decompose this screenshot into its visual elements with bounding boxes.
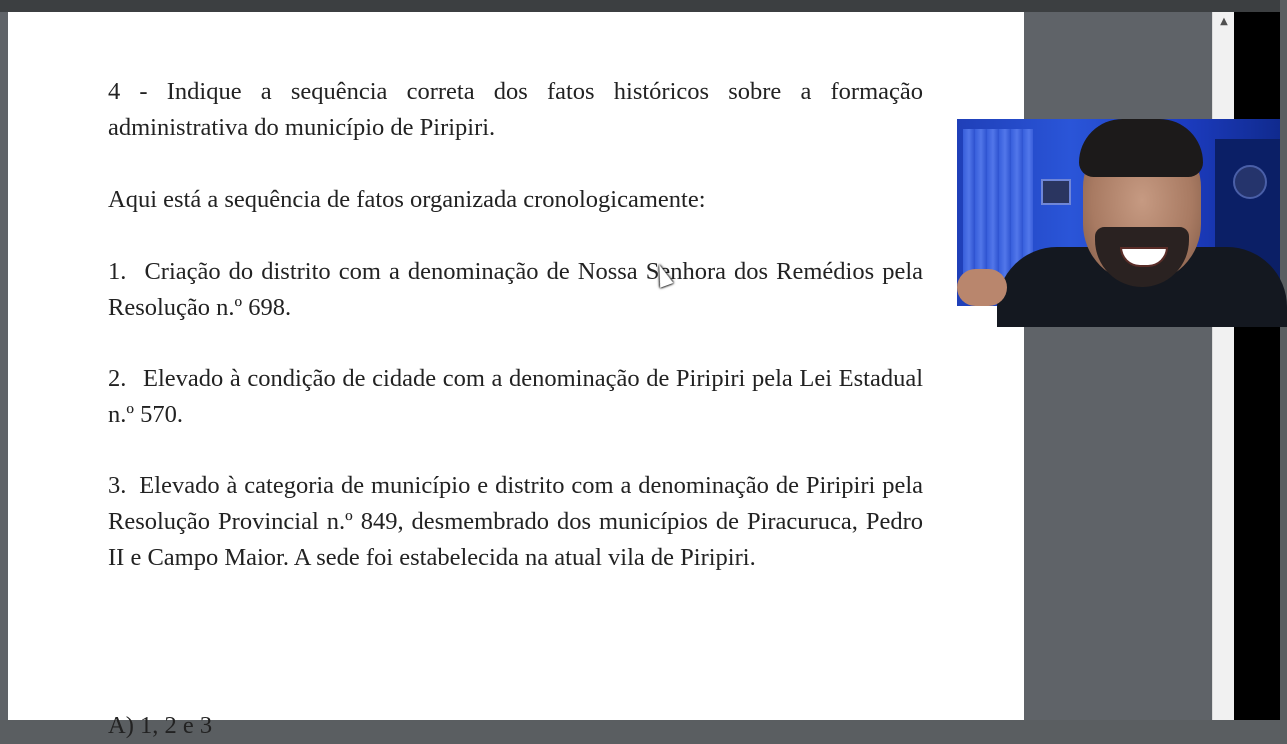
person-hair-shape	[1079, 119, 1203, 177]
list-item-text: Elevado à categoria de município e distrito com a denominação de Piripiri pela Resolução Provincial n.º 849, desmembrado dos municípios de Piracuruca, Pedro II e Campo Maior. A sede foi estabelecida na atual vila de Piripiri.	[108, 472, 924, 571]
list-item-text: Elevado à condição de cidade com a denominação de Piripiri pela Lei Estadual n.º 570.	[108, 365, 924, 428]
wall-clock-shape	[1233, 165, 1267, 199]
list-item-number: 2.	[108, 365, 127, 392]
window-top-bar	[0, 0, 1280, 12]
list-item-number: 1.	[108, 258, 127, 285]
list-item-text: Criação do distrito com a denominação de Nossa Senhora dos Remédios pela Resolução n.º 698.	[108, 258, 923, 321]
webcam-overlay	[957, 119, 1280, 306]
answer-option: A) 1, 2 e 3	[108, 712, 213, 739]
list-item-number: 3.	[108, 472, 127, 499]
person-hand-shape	[957, 269, 1007, 306]
list-item	[108, 254, 923, 326]
list-item	[108, 361, 923, 433]
question-text: 4 - Indique a sequência correta dos fatos históricos sobre a formação administrativa do município de Piripiri.	[108, 78, 923, 141]
document-page	[8, 12, 1024, 739]
scroll-up-arrow-icon[interactable]: ▲	[1220, 16, 1228, 27]
wall-picture-shape	[1041, 179, 1071, 205]
intro-text: Aqui está a sequência de fatos organizada cronologicamente:	[108, 186, 706, 213]
list-item	[108, 468, 923, 576]
